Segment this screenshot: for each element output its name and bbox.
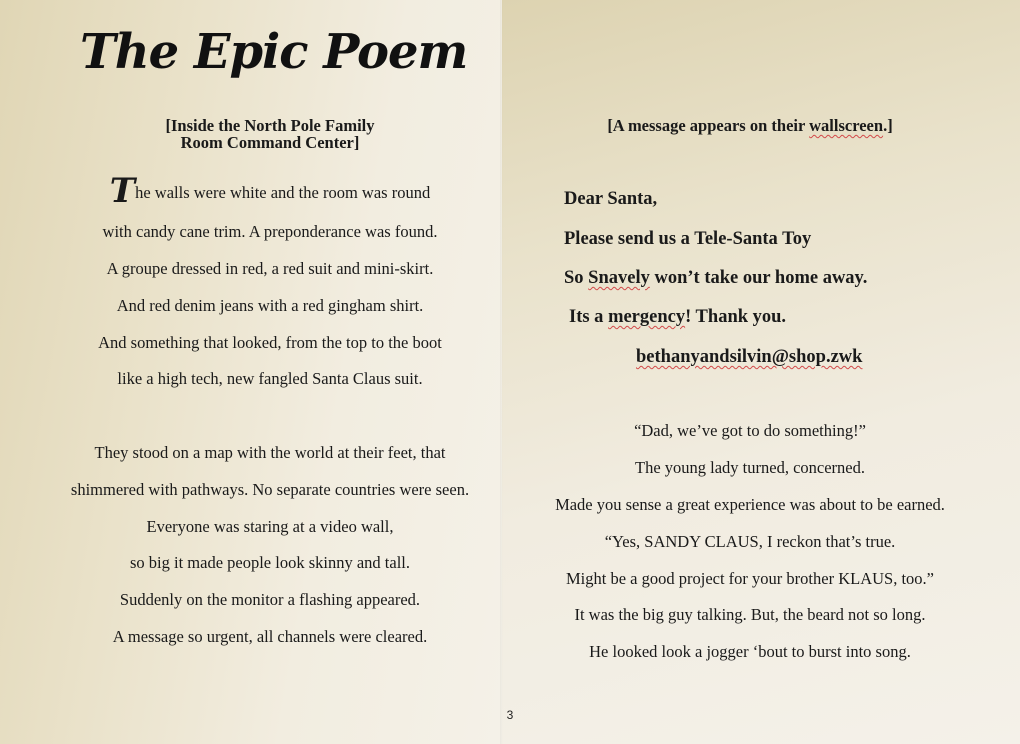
right-page <box>502 0 1020 744</box>
verse-line: A message so urgent, all channels were cleared. <box>112 627 428 646</box>
verse-line <box>0 259 502 279</box>
verse-line: like a high tech, new fangled Santa Claus suit. <box>117 369 423 388</box>
page-number: 3 <box>506 708 514 722</box>
verse-line: Might be a good project for your brother KLAUS, too.” <box>566 569 934 588</box>
verse-line: They stood on a map with the world at their feet, that <box>94 443 446 462</box>
verse-line: shimmered with pathways. No separate countries were seen. <box>70 480 470 499</box>
letter-line <box>569 306 786 328</box>
stage-direction-right <box>502 117 998 134</box>
letter-text: Its a <box>569 307 609 327</box>
verse-line-text: A groupe dressed in red, a red suit and mini-skirt. <box>106 259 434 278</box>
verse-line-text: he walls were white and the room was round <box>135 183 431 202</box>
verse-line: The young lady turned, concerned. <box>634 458 865 477</box>
stage-direction-line: Room Command Center] <box>180 133 360 152</box>
page-title: The Epic Poem <box>80 24 468 80</box>
spellcheck-word: mergency <box>608 307 686 327</box>
verse-line: And something that looked, from the top to the boot <box>98 333 442 352</box>
verse-line: with candy cane trim. A preponderance was found. <box>102 222 438 241</box>
verse-line: He looked look a jogger ‘bout to burst into song. <box>589 642 911 661</box>
verse-line: Suddenly on the monitor a flashing appeared. <box>119 590 421 609</box>
stage-direction-line: [Inside the North Pole Family <box>165 116 375 135</box>
spellcheck-word: wallscreen <box>809 116 884 135</box>
verse-line: “Dad, we’ve got to do something!” <box>634 421 866 440</box>
stage-direction-text: .] <box>883 116 893 135</box>
verse-line: so big it made people look skinny and tall. <box>129 553 410 572</box>
verse-line: It was the big guy talking. But, the beard not so long. <box>574 605 926 624</box>
verse-line: Everyone was staring at a video wall, <box>146 517 394 536</box>
drop-cap: T <box>109 171 136 211</box>
spellcheck-word: Snavely <box>588 268 650 288</box>
letter-text: So <box>564 268 589 288</box>
letter-text: won’t take our home away. <box>649 268 868 288</box>
letter-text: ! Thank you. <box>685 307 787 327</box>
letter-greeting: Dear Santa, <box>564 189 658 209</box>
left-page <box>0 0 502 744</box>
verse-line <box>0 171 502 211</box>
letter-line: Please send us a Tele-Santa Toy <box>564 229 812 249</box>
verse-line: “Yes, SANDY CLAUS, I reckon that’s true. <box>604 532 896 551</box>
email-address: bethanyandsilvin@shop.zwk <box>636 347 863 367</box>
verse-line: Made you sense a great experience was about to be earned. <box>555 495 945 514</box>
letter-line <box>564 267 867 289</box>
book-spine <box>500 0 503 744</box>
stage-direction-left <box>120 117 420 151</box>
letter-email <box>636 346 862 368</box>
verse-line: And red denim jeans with a red gingham shirt. <box>116 296 424 315</box>
stage-direction-text: [A message appears on their <box>607 116 810 135</box>
